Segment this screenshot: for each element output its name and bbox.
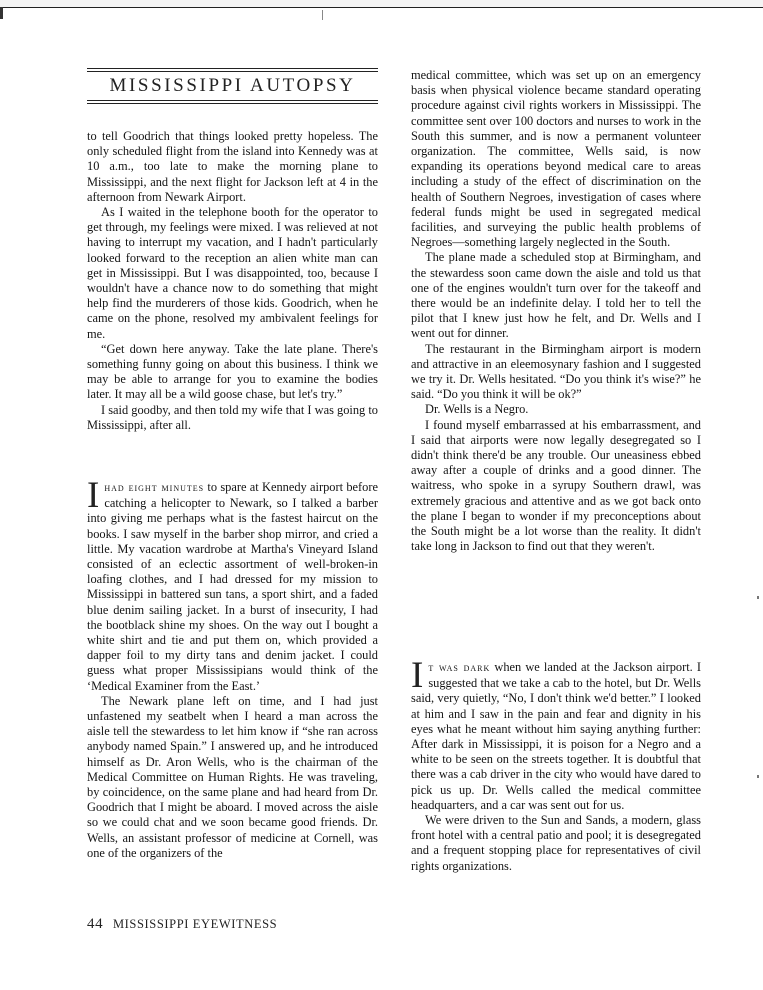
left-text-block-2 (87, 475, 378, 861)
article-title-box (87, 68, 378, 104)
paragraph: Dr. Wells is a Negro. (425, 402, 529, 417)
paragraph: As I waited in the telephone booth for the operator to get through, my feelings were mixed. I was relieved at not having to interrupt my vacation, and I hadn't particularly looked forward to the reception an alien white man can get in Mississippi. But I was disappointed, too, because I wouldn't have a chance now to do something that might help find the murderers of those kids. Goodrich, when he came on the phone, resolved my ambivalent feelings for me. (87, 205, 378, 341)
paragraph: I found myself embarrassed at his embarrassment, and I said that airports were now legally desegregated so I didn't think there'd be any trouble. Our uneasiness ebbed away after a couple of drinks and a good dinner. The waitress, who spoke in a syrupy Southern drawl, was extremely gracious and attentive and as we got back onto the plane I began to wonder if my preconceptions about the South might be a lot worse than the reality. It didn't take long in Jackson to find out that they weren't. (411, 417, 701, 554)
paragraph: medical committee, which was set up on an emergency basis when physical violence became standard operating procedure against civil rights workers in Mississippi. The committee sent over 100 doctors and nurses to work in the South this summer, and is now a permanent volunteer organization. The committee, Wells said, is now expanding its operations beyond medical care to areas including a study of the effect of discrimination on the health of Southern Negroes, investigation of cases where federal funds might be used in segregated medical facilities, and surveying the public health problems of Negroes—something largely neglected in the South. (411, 68, 701, 250)
scan-tick-mark (322, 10, 323, 20)
paragraph: to tell Goodrich that things looked pretty hopeless. The only scheduled flight from the island into Kennedy was at 10 a.m., too late to make the morning plane to Mississippi, and the next flight for Jackson left at 4 in the afternoon from Newark Airport. (87, 129, 378, 204)
right-text-block-1 (411, 68, 701, 555)
paragraph: The restaurant in the Birmingham airport is modern and attractive in an eleemosynary fashion and I suggested we try it. Dr. Wells hesitated. “Do you think it's wise?” he said. “Do you think it will be ok?” (411, 341, 701, 402)
scan-edge-left (0, 7, 3, 19)
drop-cap: I (87, 475, 100, 516)
small-caps-lead: had eight minutes (104, 482, 205, 494)
scan-speck (757, 775, 759, 778)
paragraph: The plane made a scheduled stop at Birmingham, and the stewardess soon came down the aisle and told us that one of the engines wouldn't turn over for the takeoff and there would be an indefinite delay. I told her to tell the pilot that I knew just how he felt, and Dr. Wells and I went out for dinner. (411, 250, 701, 341)
scan-speck (757, 596, 759, 599)
left-text-block-1 (87, 129, 378, 433)
paragraph: I said goodby, and then told my wife that I was going to Mississippi, after all. (87, 402, 378, 432)
paragraph-text: when we landed at the Jackson airport. I suggested that we take a cab to the hotel, but Dr. Wells said, very quietly, “No, I don't think we'd better.” I looked at him and I saw in the pain and fear and dignity in his eyes what he meant without him saying anything further: After dark in Mississippi, it is poison for a Negro and a white to be seen on the streets together. It is doubtful that there was a cab driver in the city who would have dared to pick us up. Dr. Wells called the medical committee headquarters, and a car was sent out for us. (411, 660, 702, 812)
drop-cap: I (411, 655, 424, 696)
paragraph: “Get down here anyway. Take the late plane. There's something funny going on about this business. I think we may be able to arrange for you to examine the bodies later. It may all be a wild goose chase, but let's try.” (87, 341, 378, 402)
article-title: MISSISSIPPI AUTOPSY (109, 75, 356, 96)
publication-name: MISSISSIPPI EYEWITNESS (112, 917, 278, 931)
right-text-block-2 (411, 655, 702, 874)
paragraph-dropcap (411, 655, 702, 813)
small-caps-lead: t was dark (428, 662, 491, 674)
scan-edge-top (0, 0, 763, 8)
paragraph-text: to spare at Kennedy airport before catching a helicopter to Newark, so I talked a barber into giving me perhaps what is the fastest haircut on the books. I saw myself in the barber shop mirror, and cried a little. My vacation wardrobe at Martha's Vineyard Island consisted of an eclectic assortment of well-broken-in loafing clothes, and I had dressed for my mission to Mississippi in battered sun tans, a sport shirt, and a faded blue denim sailing jacket. In a burst of insecurity, I had the bootblack shine my shoes. On the way out I bought a white shirt and tie and put them on, which provided a dapper foil to my dirty tans and denim jacket. I could guess what proper Mississipians would think of the ‘Medical Examiner from the East.’ (87, 480, 378, 693)
paragraph: We were driven to the Sun and Sands, a modern, glass front hotel with a central patio and pool; it is desegregated and a frequent stopping place for representatives of civil rights organizations. (411, 813, 701, 873)
paragraph: The Newark plane left on time, and I had just unfastened my seatbelt when I heard a man across the aisle tell the stewardess to let him know if “she ran across anybody named Spain.” I answered up, and he introduced himself as Dr. Aron Wells, who is the chairman of the Medical Committee on Human Rights. He was traveling, by coincidence, on the same plane and had heard from Dr. Goodrich that I might be aboard. I moved across the aisle so we could chat and we soon became good friends. Dr. Wells, an assistant professor of medicine at Cornell, was one of the organizers of the (87, 693, 378, 860)
paragraph-dropcap (87, 475, 378, 694)
page-footer (87, 916, 277, 933)
page-number: 44 (87, 916, 104, 932)
